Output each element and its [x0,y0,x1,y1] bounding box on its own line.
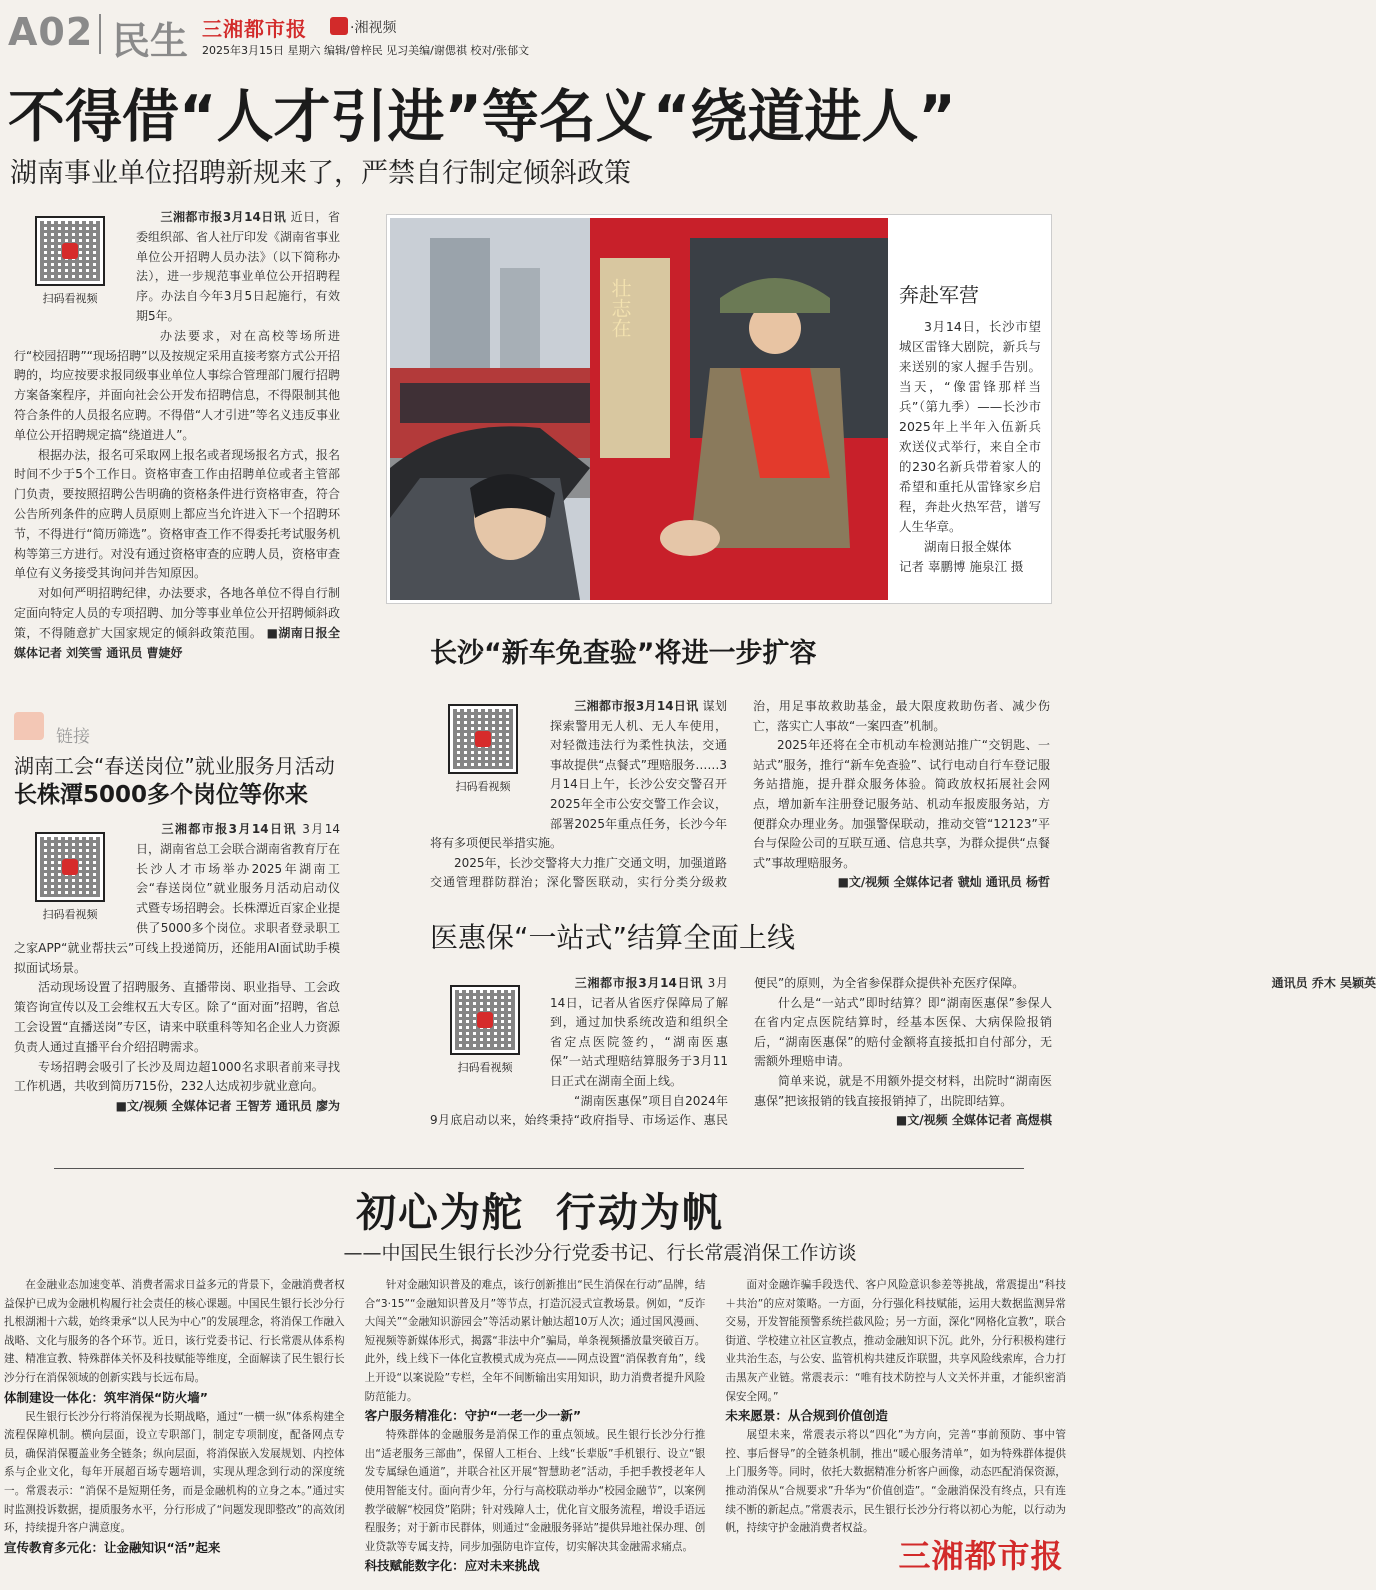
bank-section-1: 民生银行长沙分行将消保视为长期战略，通过“一横一纵”体系构建全流程保障机制。横向层面，设立专职部门，制定专项制度，配备网点专员，确保消保覆盖业务全链条；纵向层面，将消保嵌入发展规划、内控体系与企业文化，每年开展超百场专题培训，实现从理念到行动的深度统一。常震表示：“消保不是短期任务，而是金融机构的立身之本。”通过实时监测投诉数据，提质服务水平，分行形成了“问题发现即整改”的高效闭环，持续提升客户满意度。 [4,1410,345,1535]
qr-spacer [430,974,550,1092]
car-paragraph-1: 谋划探索警用无人机、无人车使用，对轻微违法行为柔性执法，交通事故提供“点餐式”理赔服务……3月14日上午，长沙公安交警召开2025年全市公安交警工作会议，部署2025年重点任务，长沙今年将有多项便民举措实施。 [430,699,727,851]
issue-line: 2025年3月15日 星期六 编辑/曾梓民 见习美编/谢偲祺 校对/张郁文 [202,44,530,57]
lead-paragraph-3: 根据办法，报名可采取网上报名或者现场报名方式，报名时间不少于5个工作日。资格审查工作由招聘单位或者主管部门负责，要按照招聘公告明确的资格条件进行资格审查，符合公告所列条件的应聘人员原则上都应当允许进入下一个招聘环节，不得进行“简历筛选”。资格审查工作不得委托考试服务机构等第三方进行。对没有通过资格审查的应聘人员，资格审查单位有义务接受其询问并告知原因。 [14,447,340,581]
lead-story [14,208,340,688]
med-story [430,974,1376,1150]
lead-paragraph-2: 办法要求，对在高校等场所进行“校园招聘”“现场招聘”以及按规定采用直接考察方式公开招聘的，均应按要求报同级事业单位人事综合管理部门履行招聘方案备案程序，并面向社会公开发布招聘信息，不得限制其他符合条件的人员报名应聘。不得借“人才引进”等名义违反事业单位公开招聘规定搞“绕道进人”。 [14,328,340,442]
photo-title: 奔赴军营 [899,283,979,307]
lead-paragraph-1: 近日，省委组织部、省人社厅印发《湖南省事业单位公开招聘人员办法》（以下简称办法），进一步规范事业单位公开招聘程序。办法自今年3月5日起施行，有效期5年。 [136,210,341,323]
qr-caption: 扫码看视频 [42,292,98,305]
qr-caption: 扫码看视频 [455,780,511,793]
link-title-2: 长株潭5000多个岗位等你来 [14,782,309,808]
lead-paragraph-4: 对如何严明招聘纪律，办法要求，各地各单位不得自行制定面向特定人员的专项招聘、加分等事业单位公开招聘倾斜政策，不得随意扩大国家规定的倾斜政策范围。 ■湖南日报全媒体记者 刘笑雪 通讯员 曹婕妤 [14,586,340,660]
footer-logo [886,1526,1076,1582]
qr-spacer [14,820,136,935]
bank-section-3-title: 客户服务精准化：守护“一老一少一新” [364,1408,582,1424]
bus-slogan: 壮志在 [608,278,632,338]
photo-credit-2: 记者 辜鹏博 施泉江 摄 [899,559,1024,574]
section-name: 民生 [112,19,189,63]
page-number: A02 [8,10,94,54]
bank-section-4: 面对金融诈骗手段迭代、客户风险意识参差等挑战，常震提出“科技＋共治”的应对策略。一方面，分行强化科技赋能，运用大数据监测异常交易，开发智能预警系统拦截风险；另一方面，深化“网格化宣教”，联合街道、学校建立社区宣教点，推动金融知识下沉。此外，分行积极构建行业共治生态，与公安、监管机构共建反诈联盟，共享风险线索库，合力打击黑灰产业链。常震表示：“唯有技术防控与人文关怀并重，才能织密消保安全网。” [725,1279,1066,1403]
qr-caption: 扫码看视频 [42,908,98,921]
link-paragraph-3: 专场招聘会吸引了长沙及周边超1000名求职者前来寻找工作机遇，共收到简历715份，232人达成初步就业意向。 [14,1059,340,1094]
qr-spacer [14,208,136,330]
med-paragraph-3: 什么是“一站式”即时结算？即“湖南医惠保”参保人在省内定点医院结算时，经基本医保、大病保险报销后，“湖南医惠保”的赔付金额将直接抵扣自付部分，无需额外理赔申请。 [754,995,1052,1069]
med-paragraph-2: “湖南医惠保”项目自2024年9月底启动以来，始终秉持“政府指导、市场运作、惠民便民”的原则，为全省参保群众提供补充医疗保障。 [430,976,1025,1128]
car-story [430,697,1050,897]
bank-section-4-title: 科技赋能数字化：应对未来挑战 [364,1558,540,1574]
video-badge: ·湘视频 [350,20,397,36]
masthead [0,0,1080,70]
link-title-1: 湖南工会“春送岗位”就业服务月活动 [14,754,335,778]
link-paragraph-2: 活动现场设置了招聘服务、直播带岗、职业指导、工会政策咨询宣传以及工会维权五大专区。除了“面对面”招聘，省总工会设置“直播送岗”专区，请来中联重科等知名企业人力资源负责人通过直播平台介绍招聘需求。 [14,980,340,1054]
link-tag-icon [14,712,44,740]
photo-frame [386,214,1052,604]
footer-logo-text: 三湘都市报 [898,1537,1064,1575]
section-divider [54,1168,1024,1169]
bank-section-2: 针对金融知识普及的难点，该行创新推出“民生消保在行动”品牌，结合“3·15”“金融知识普及月”等节点，打造沉浸式宣教场景。例如，“反诈大闯关”“金融知识游园会”等活动累计触达超10万人次；通过国风漫画、短视频等新媒体形式，揭露“非法中介”骗局，单条视频播放量突破百万。此外，线上线下一体化宣教模式成为亮点——网点设置“消保教育角”，线上开设“以案说险”专栏，全年不间断输出实用知识，助力消费者提升风险防范能力。 [364,1279,706,1403]
link-paragraph-1: 3月14日，湖南省总工会联合湖南省教育厅在长沙人才市场举办2025年湖南工会“春送岗位”就业服务月活动启动仪式暨专场招聘会。长株潭近百家企业提供了5000多个岗位。求职者登录职工之家APP“就业帮扶云”可线上投递简历，还能用AI面试助手模拟面试场景。 [14,822,341,975]
car-paragraph-3: 2025年还将在全市机动车检测站推广“交钥匙、一站式”服务，推行“新车免查验”、试行电动自行车登记服务站措施，提升群众服务体验。简政放权拓展社会网点，增加新车注册登记服务站、机动车报废服务站，方便群众办理业务。加强警保联动，推动交管“12123”平台与保险公司的互联互通、信息共享，为群众提供“点餐式”事故理赔服务。 [753,738,1050,870]
photo-credit-1: 湖南日报全媒体 [924,539,1012,554]
bank-subtitle: ——中国民生银行长沙分行党委书记、行长常震消保工作访谈 [343,1242,857,1264]
med-title: 医惠保“一站式”结算全面上线 [430,921,796,954]
bank-intro: 在金融业态加速变革、消费者需求日益多元的背景下，金融消费者权益保护已成为金融机构履行社会责任的核心课题。中国民生银行长沙分行扎根湖湘十六载，始终秉承“以人民为中心”的发展理念，将消保工作融入战略、文化与服务的各个环节。近日，该行党委书记、行长常震从体系构建、精准宣教、特殊群体关怀及科技赋能等维度，全面解读了民生银行长沙分行在消保领域的创新实践与长远布局。 [4,1279,345,1384]
bank-section-2-title: 宣传教育多元化：让金融知识“活”起来 [4,1539,221,1555]
link-dateline: 三湘都市报3月14日讯 [160,822,297,836]
car-paragraph-2: 2025年，长沙交警将大力推广交通文明，加强道路交通管理群防群治；深化警医联动，实行分类分级救治，用足事故救助基金，最大限度救助伤者、减少伤亡，落实亡人事故“一案四查”机制。 [430,699,1050,890]
bank-section-5-title: 未来愿景：从合规到价值创造 [725,1408,888,1424]
bank-section-1-title: 体制建设一体化：筑牢消保“防火墙” [4,1389,208,1405]
photo-caption [899,317,1041,577]
car-title: 长沙“新车免查验”将进一步扩容 [430,638,817,669]
car-byline: ■文/视频 全媒体记者 虢灿 通讯员 杨哲 [837,875,1050,890]
med-byline-1: ■文/视频 全媒体记者 高煜棋 [895,1113,1052,1128]
qr-spacer [430,697,550,817]
link-tag: 链接 [56,727,90,747]
med-paragraph-1: 3月14日，记者从省医疗保障局了解到，通过加快系统改造和组织全省定点医院签约，“湖南医惠保”一站式理赔结算服务于3月11日正式在湖南全面上线。 [550,976,728,1088]
med-byline-2: 通讯员 乔木 吴颖英 [1271,976,1376,990]
med-paragraph-4: 简单来说，就是不用额外提交材料，出院时“湖南医惠保”把该报销的钱直接报销掉了，出院即结算。 [754,1073,1052,1108]
masthead-divider [99,14,101,54]
med-dateline: 三湘都市报3月14日讯 [574,976,704,990]
bank-section-5: 展望未来，常震表示将以“四化”为方向，完善“事前预防、事中管控、事后督导”的全链条机制，推出“暖心服务清单”，如为特殊群体提供上门服务等。同时，依托大数据精准分析客户画像，动态匹配消保资源，推动消保从“合规要求”升华为“价值创造”。“金融消保没有终点，只有连续不断的新起点。”常震表示，民生银行长沙分行将以初心为舵，以行动为帆，持续守护金融消费者权益。 [725,1429,1066,1535]
bank-section-3: 特殊群体的金融服务是消保工作的重点领域。民生银行长沙分行推出“适老服务三部曲”，保留人工柜台、上线“长辈版”手机银行、设立“银发专属绿色通道”，并联合社区开展“智慧助老”活动，手把手教授老年人使用智能支付。面向青少年，分行与高校联动举办“校园金融节”，以案例教学破解“校园贷”陷阱；针对残障人士，优化盲文服务流程，增设手语远程服务；对于新市民群体，则通过“金融服务驿站”提供异地社保办理、创业贷款等专属支持，同步加强防电诈宣传，切实解决其金融需求痛点。 [364,1429,706,1553]
news-photo [390,218,888,600]
photo-caption-text: 3月14日，长沙市望城区雷锋大剧院，新兵与来送别的家人握手告别。当天，“像雷锋那样当兵”（第九季）——长沙市2025年上半年入伍新兵欢送仪式举行，来自全市的230名新兵带着家人的希望和重托从雷锋家乡启程，奔赴火热军营，谱写人生华章。 [899,319,1041,534]
bank-title: 初心为舵 行动为帆 [356,1190,724,1236]
lead-dateline: 三湘都市报3月14日讯 [160,210,287,224]
car-dateline: 三湘都市报3月14日讯 [574,699,699,713]
lead-byline: ■湖南日报全媒体记者 刘笑雪 通讯员 曹婕妤 [14,625,340,660]
qr-caption: 扫码看视频 [457,1061,513,1074]
link-byline: ■文/视频 全媒体记者 王智芳 通讯员 廖为 [115,1099,340,1114]
paper-logo: 三湘都市报 [202,17,307,41]
lead-subheadline: 湖南事业单位招聘新规来了，严禁自行制定倾斜政策 [10,158,631,189]
video-badge-icon [330,17,348,35]
lead-headline: 不得借“人才引进”等名义“绕道进人” [8,84,956,150]
